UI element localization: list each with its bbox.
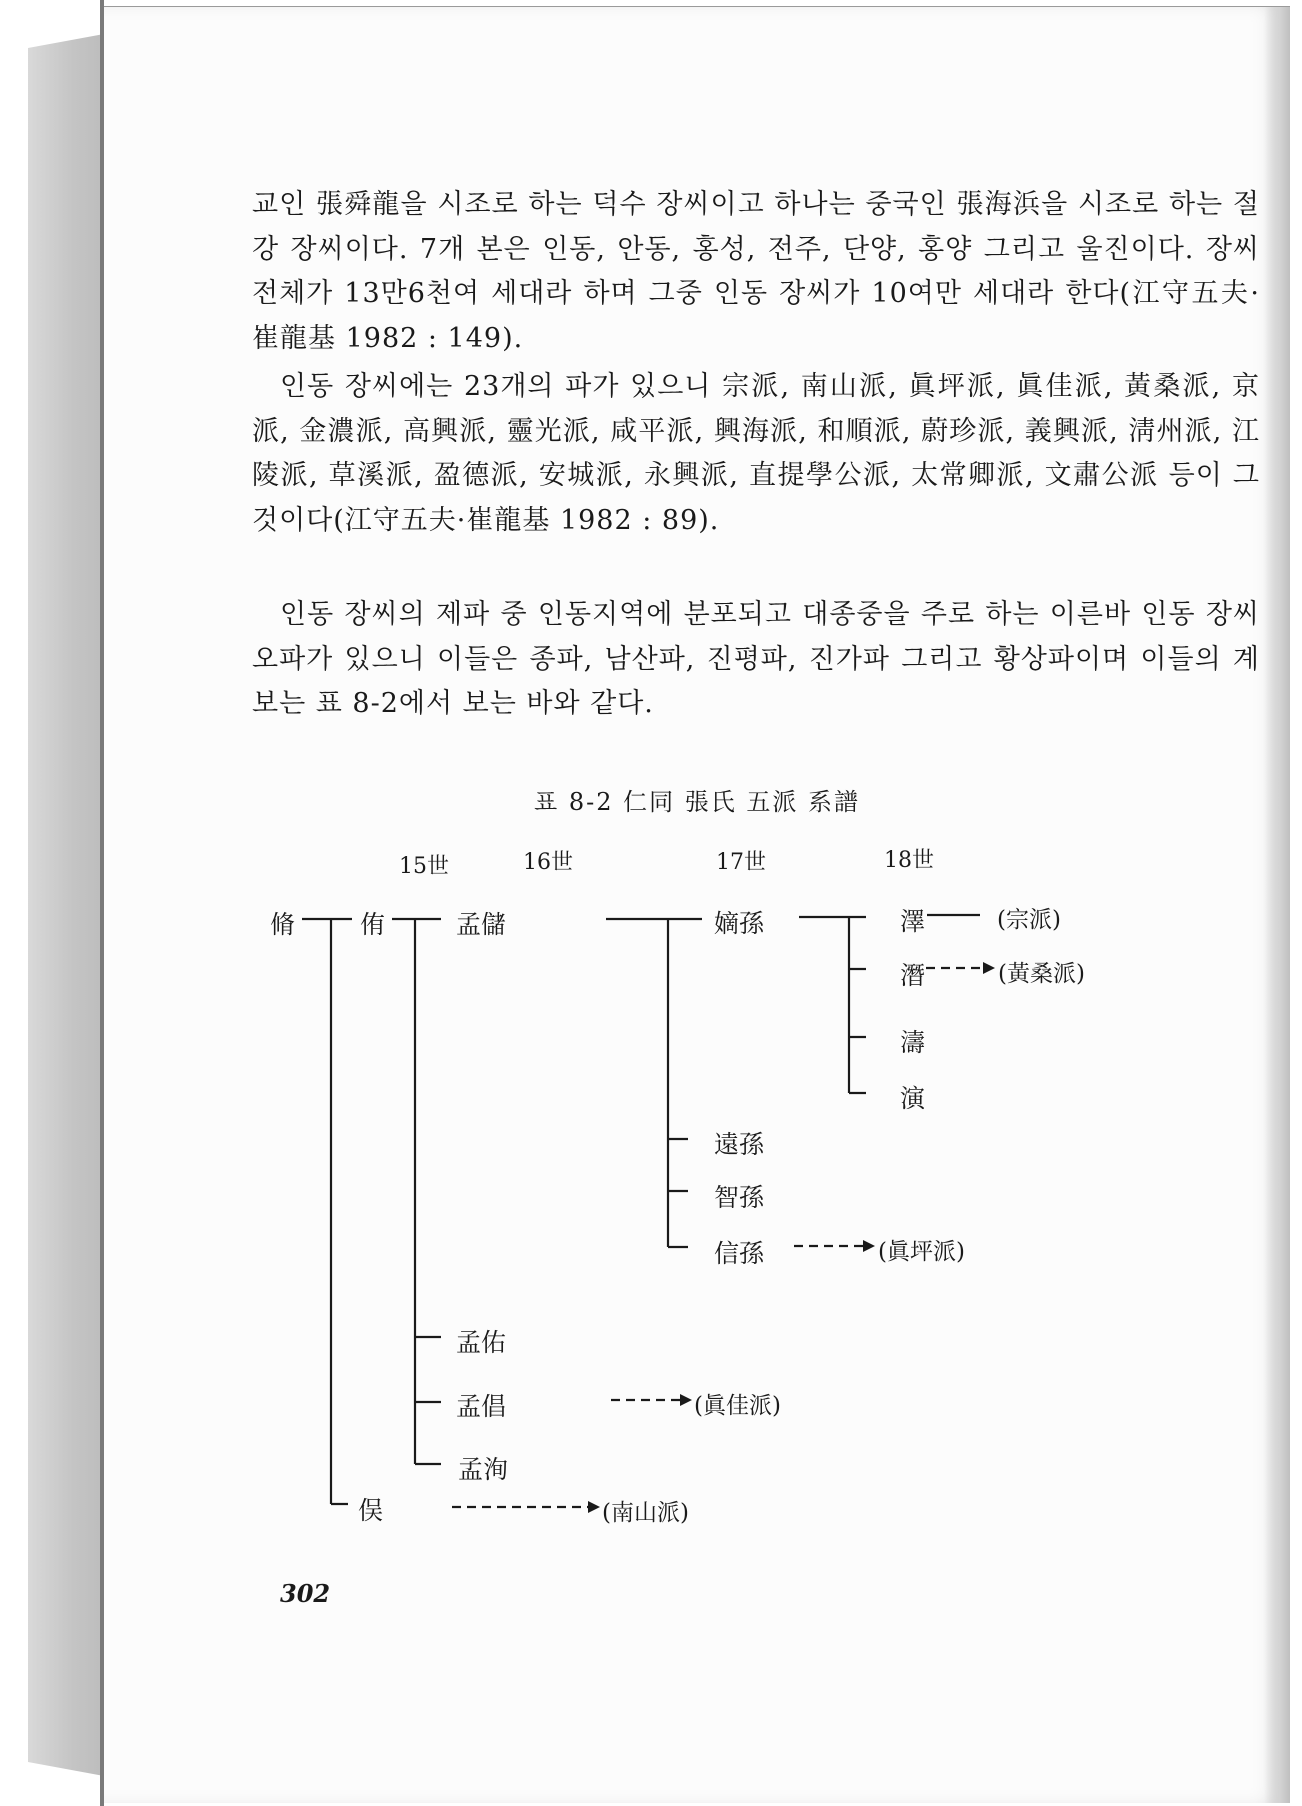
person-16-c: 孟倡 xyxy=(456,1392,507,1421)
page-number: 302 xyxy=(280,1579,331,1608)
branch-label-nanshan: (南山派) xyxy=(602,1500,689,1526)
branch-label-huangsang: (黃桑派) xyxy=(998,961,1085,987)
generation-18: 18世 xyxy=(884,848,934,873)
generation-15: 15世 xyxy=(399,854,449,879)
generation-16: 16世 xyxy=(523,850,573,875)
person-15-b: 俣 xyxy=(358,1496,384,1525)
book-page xyxy=(104,6,1290,1803)
person-18-d: 演 xyxy=(900,1084,926,1113)
person-17-b: 遠孫 xyxy=(714,1130,765,1159)
person-16-a: 孟儲 xyxy=(456,910,507,939)
book-spine xyxy=(28,34,104,1776)
person-15-a: 侑 xyxy=(360,910,386,939)
branch-label-zhenping: (眞坪派) xyxy=(878,1239,965,1265)
paragraph-2: 인동 장씨에는 23개의 파가 있으니 宗派, 南山派, 眞坪派, 眞佳派, 黃桑派, 京派, 金濃派, 高興派, 靈光派, 咸平派, 興海派, 和順派, 蔚珍派, 義興派, 淸州派, 江陵派, 草溪派, 盈德派, 安城派, 永興派, 直提學公派, 太常卿派, 文肅公派 등이 그것이다(江守五夫·崔龍基 1982 : 89). xyxy=(252,371,1260,536)
person-16-b: 孟佑 xyxy=(456,1328,507,1357)
person-16-d: 孟洵 xyxy=(458,1455,509,1484)
person-18-a: 澤 xyxy=(900,907,926,936)
person-18-b: 潛 xyxy=(900,961,926,990)
branch-label-zhenjia: (眞佳派) xyxy=(694,1393,781,1419)
paragraph-3: 인동 장씨의 제파 중 인동지역에 분포되고 대종중을 주로 하는 이른바 인동 장씨 오파가 있으니 이들은 종파, 남산파, 진평파, 진가파 그리고 황상파이며 이들의 계보는 표 8-2에서 보는 바와 같다. xyxy=(252,599,1260,719)
person-17-d: 信孫 xyxy=(714,1239,765,1268)
person-17-a: 嫡孫 xyxy=(714,909,765,938)
person-root: 脩 xyxy=(270,910,296,939)
person-17-c: 智孫 xyxy=(714,1183,765,1212)
branch-label-zong: (宗派) xyxy=(997,907,1061,933)
generation-17: 17世 xyxy=(716,850,766,875)
paragraph-1: 교인 張舜龍을 시조로 하는 덕수 장씨이고 하나는 중국인 張海浜을 시조로 하는 절강 장씨이다. 7개 본은 인동, 안동, 홍성, 전주, 단양, 홍양 그리고 울진이다. 장씨 전체가 13만6천여 세대라 하며 그중 인동 장씨가 10여만 세대라 한다(江守五夫·崔龍基 1982 : 149). xyxy=(252,189,1260,354)
table-title: 표 8-2 仁同 張氏 五派 系譜 xyxy=(534,788,860,816)
person-18-c: 濤 xyxy=(900,1028,926,1057)
